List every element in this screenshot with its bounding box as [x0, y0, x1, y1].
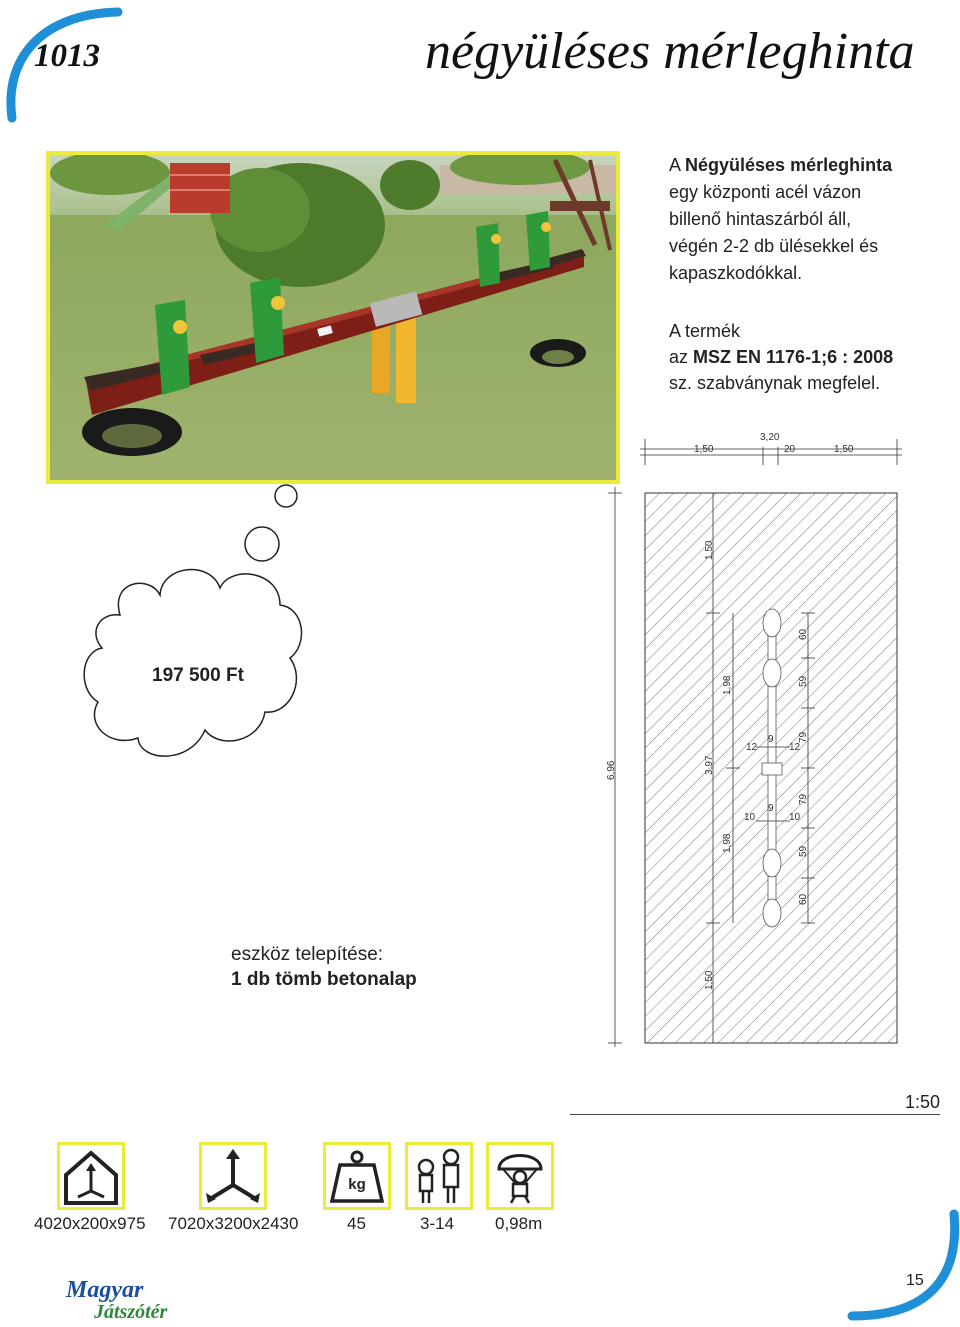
fall-height-icon: [486, 1142, 554, 1210]
installation-label: eszköz telepítése:: [231, 944, 384, 965]
weight-kg-icon: [323, 1142, 391, 1210]
spec-dimensions: 4020x200x975: [34, 1214, 146, 1233]
price-thought-bubble: [80, 480, 310, 790]
dim-inner-top: 1,98: [722, 675, 733, 695]
description-product-name: Négyüléses mérleghinta: [685, 155, 893, 175]
dim-w12-right: 12: [789, 742, 801, 753]
standard-prefix: az: [669, 347, 694, 367]
logo-top: Magyar: [66, 1277, 144, 1303]
product-code: 1013: [34, 38, 100, 74]
corner-arc-bottom-right: [830, 1200, 960, 1327]
dim-right-e: 59: [798, 845, 809, 857]
dim-left-total: 6,96: [606, 760, 617, 780]
dim-left-mid: 3,97: [704, 755, 715, 775]
dim-right-a: 60: [798, 628, 809, 640]
price-label: 197 500 Ft: [152, 665, 244, 686]
dim-top-left: 1,50: [694, 444, 714, 455]
standard-compliance: [669, 318, 949, 396]
description-line-4: végén 2-2 db ülésekkel és: [669, 236, 879, 256]
spec-safety-area: 7020x3200x2430: [168, 1214, 299, 1233]
dim-w9-bottom: 9: [768, 803, 774, 814]
description-line-1: [669, 152, 939, 179]
spec-age-range: 3-14: [420, 1214, 455, 1233]
dim-w10-left: 10: [744, 812, 756, 823]
installation-info: [231, 942, 417, 992]
age-group-children-icon: [405, 1142, 473, 1210]
dim-left-bottom: 1,50: [704, 970, 715, 990]
dim-top-mid: 20: [784, 444, 796, 455]
house-dimensions-icon: [57, 1142, 125, 1210]
dim-inner-bottom: 1,98: [722, 833, 733, 853]
scale-label: 1:50: [905, 1092, 941, 1112]
technical-drawing: [600, 425, 920, 1055]
standard-line-2: [669, 344, 949, 370]
seesaw-illustration: [50, 155, 616, 480]
dim-w10-right: 10: [789, 812, 801, 823]
safety-zone-icon: [199, 1142, 267, 1210]
installation-value: [231, 967, 417, 992]
standard-line-1: A termék: [669, 321, 741, 341]
dim-top-right: 1,50: [834, 444, 854, 455]
product-photo: [46, 151, 620, 484]
description-line-5: kapaszkodókkal.: [669, 263, 803, 283]
dim-w9-top: 9: [768, 734, 774, 745]
kg-text: kg: [348, 1176, 366, 1193]
dim-top-total: 3,20: [760, 432, 780, 443]
dim-right-b: 59: [798, 675, 809, 687]
spec-weight: 45: [347, 1214, 366, 1233]
standard-code: MSZ EN 1176-1;6 : 2008: [693, 347, 894, 367]
description-line-3: billenő hintaszárból áll,: [669, 209, 852, 229]
dim-right-f: 60: [798, 893, 809, 905]
product-title: négyüléses mérleghinta: [425, 23, 915, 80]
standard-line-3: sz. szabványnak megfelel.: [669, 373, 881, 393]
spec-fall-height: 0,98m: [495, 1214, 543, 1233]
scale-line: [570, 1114, 940, 1115]
logo-bottom: Játszótér: [94, 1301, 168, 1323]
dim-left-top: 1,50: [704, 540, 715, 560]
product-description: [669, 152, 939, 287]
installation-value-text: 1 db tömb betonalap: [231, 969, 417, 990]
description-line-2: egy központi acél vázon: [669, 182, 862, 202]
dim-right-d: 79: [798, 793, 809, 805]
brand-logo: [66, 1278, 167, 1322]
dim-w12-left: 12: [746, 742, 758, 753]
description-prefix: A: [669, 155, 686, 175]
page-number: 15: [906, 1272, 924, 1289]
dim-right-c: 79: [798, 731, 809, 743]
